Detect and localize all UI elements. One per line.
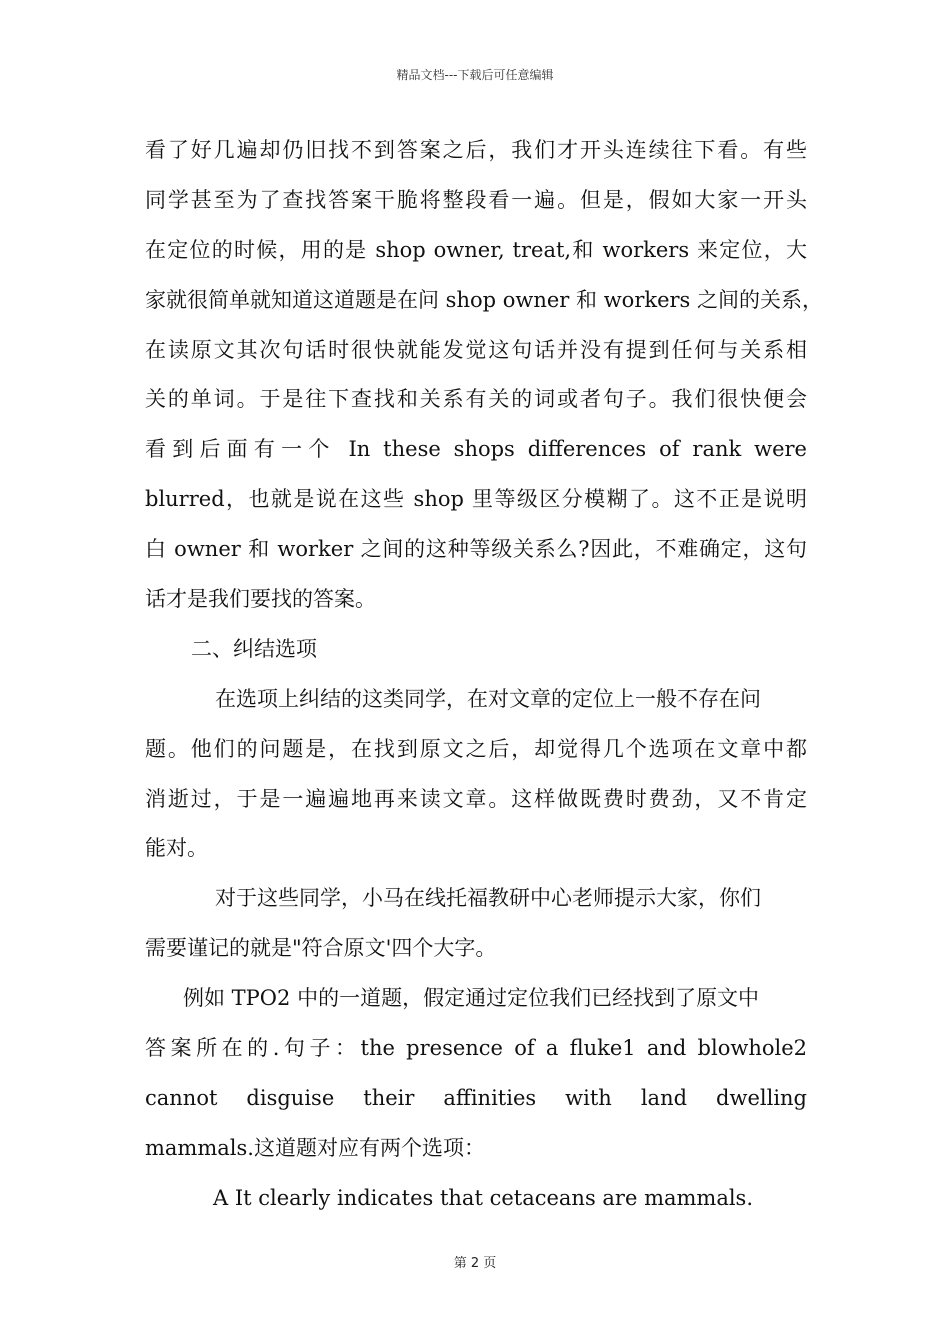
document-body (145, 126, 823, 1224)
page-header: 精品文档---下载后可任意编辑 (396, 68, 554, 82)
text-line: 在读原文其次句话时很快就能发觉这句话并没有提到任何与关系相 (145, 337, 807, 362)
text-line: 能对。 (145, 836, 208, 861)
text-line: 看了好几遍却仍旧找不到答案之后，我们才开头连续往下看。有些 (145, 138, 807, 162)
text-line: 看到后面有一个 In these shops differences of rank were (145, 437, 807, 462)
text-line: 白 owner 和 worker 之间的这种等级关系么?因此，不难确定，这句 (145, 537, 807, 562)
text-line: 答案所在的.句子：the presence of a fluke1 and blowhole2 (145, 1036, 807, 1061)
text-line: 需要谨记的就是"符合原文'四个大字。 (145, 936, 497, 961)
text-line: 题。他们的问题是，在找到原文之后，却觉得几个选项在文章中都 (145, 736, 807, 761)
text-line: 消逝过，于是一遍遍地再来读文章。这样做既费时费劲，又不肯定 (145, 786, 807, 811)
text-line: 家就很简单就知道这道题是在问 shop owner 和 workers 之间的关系， (145, 287, 823, 312)
text-line: mammals.这道题对应有两个选项： (145, 1135, 485, 1160)
section-heading: 二、纠结选项 (191, 636, 317, 661)
text-line: cannot disguise their affinities with land dwelling (145, 1085, 807, 1110)
text-line: blurred，也就是说在这些 shop 里等级区分模糊了。这不正是说明 (145, 487, 807, 512)
text-line: 同学甚至为了查找答案干脆将整段看一遍。但是，假如大家一开头 (145, 187, 807, 212)
text-line: 例如 TPO2 中的一道题，假定通过定位我们已经找到了原文中 (183, 986, 760, 1011)
text-line: 关的单词。于是往下查找和关系有关的词或者句子。我们很快便会 (145, 387, 807, 412)
page-number: 第 2 页 (453, 1256, 497, 1271)
answer-option: A It clearly indicates that cetaceans are mammals. (213, 1185, 754, 1210)
text-line: 在选项上纠结的这类同学，在对文章的定位上一般不存在问 (215, 686, 761, 711)
text-line: 对于这些同学，小马在线托福教研中心老师提示大家，你们 (215, 886, 761, 911)
text-line: 在定位的时候，用的是 shop owner, treat,和 workers 来定位，大 (145, 237, 807, 262)
text-line: 话才是我们要找的答案。 (145, 587, 376, 612)
